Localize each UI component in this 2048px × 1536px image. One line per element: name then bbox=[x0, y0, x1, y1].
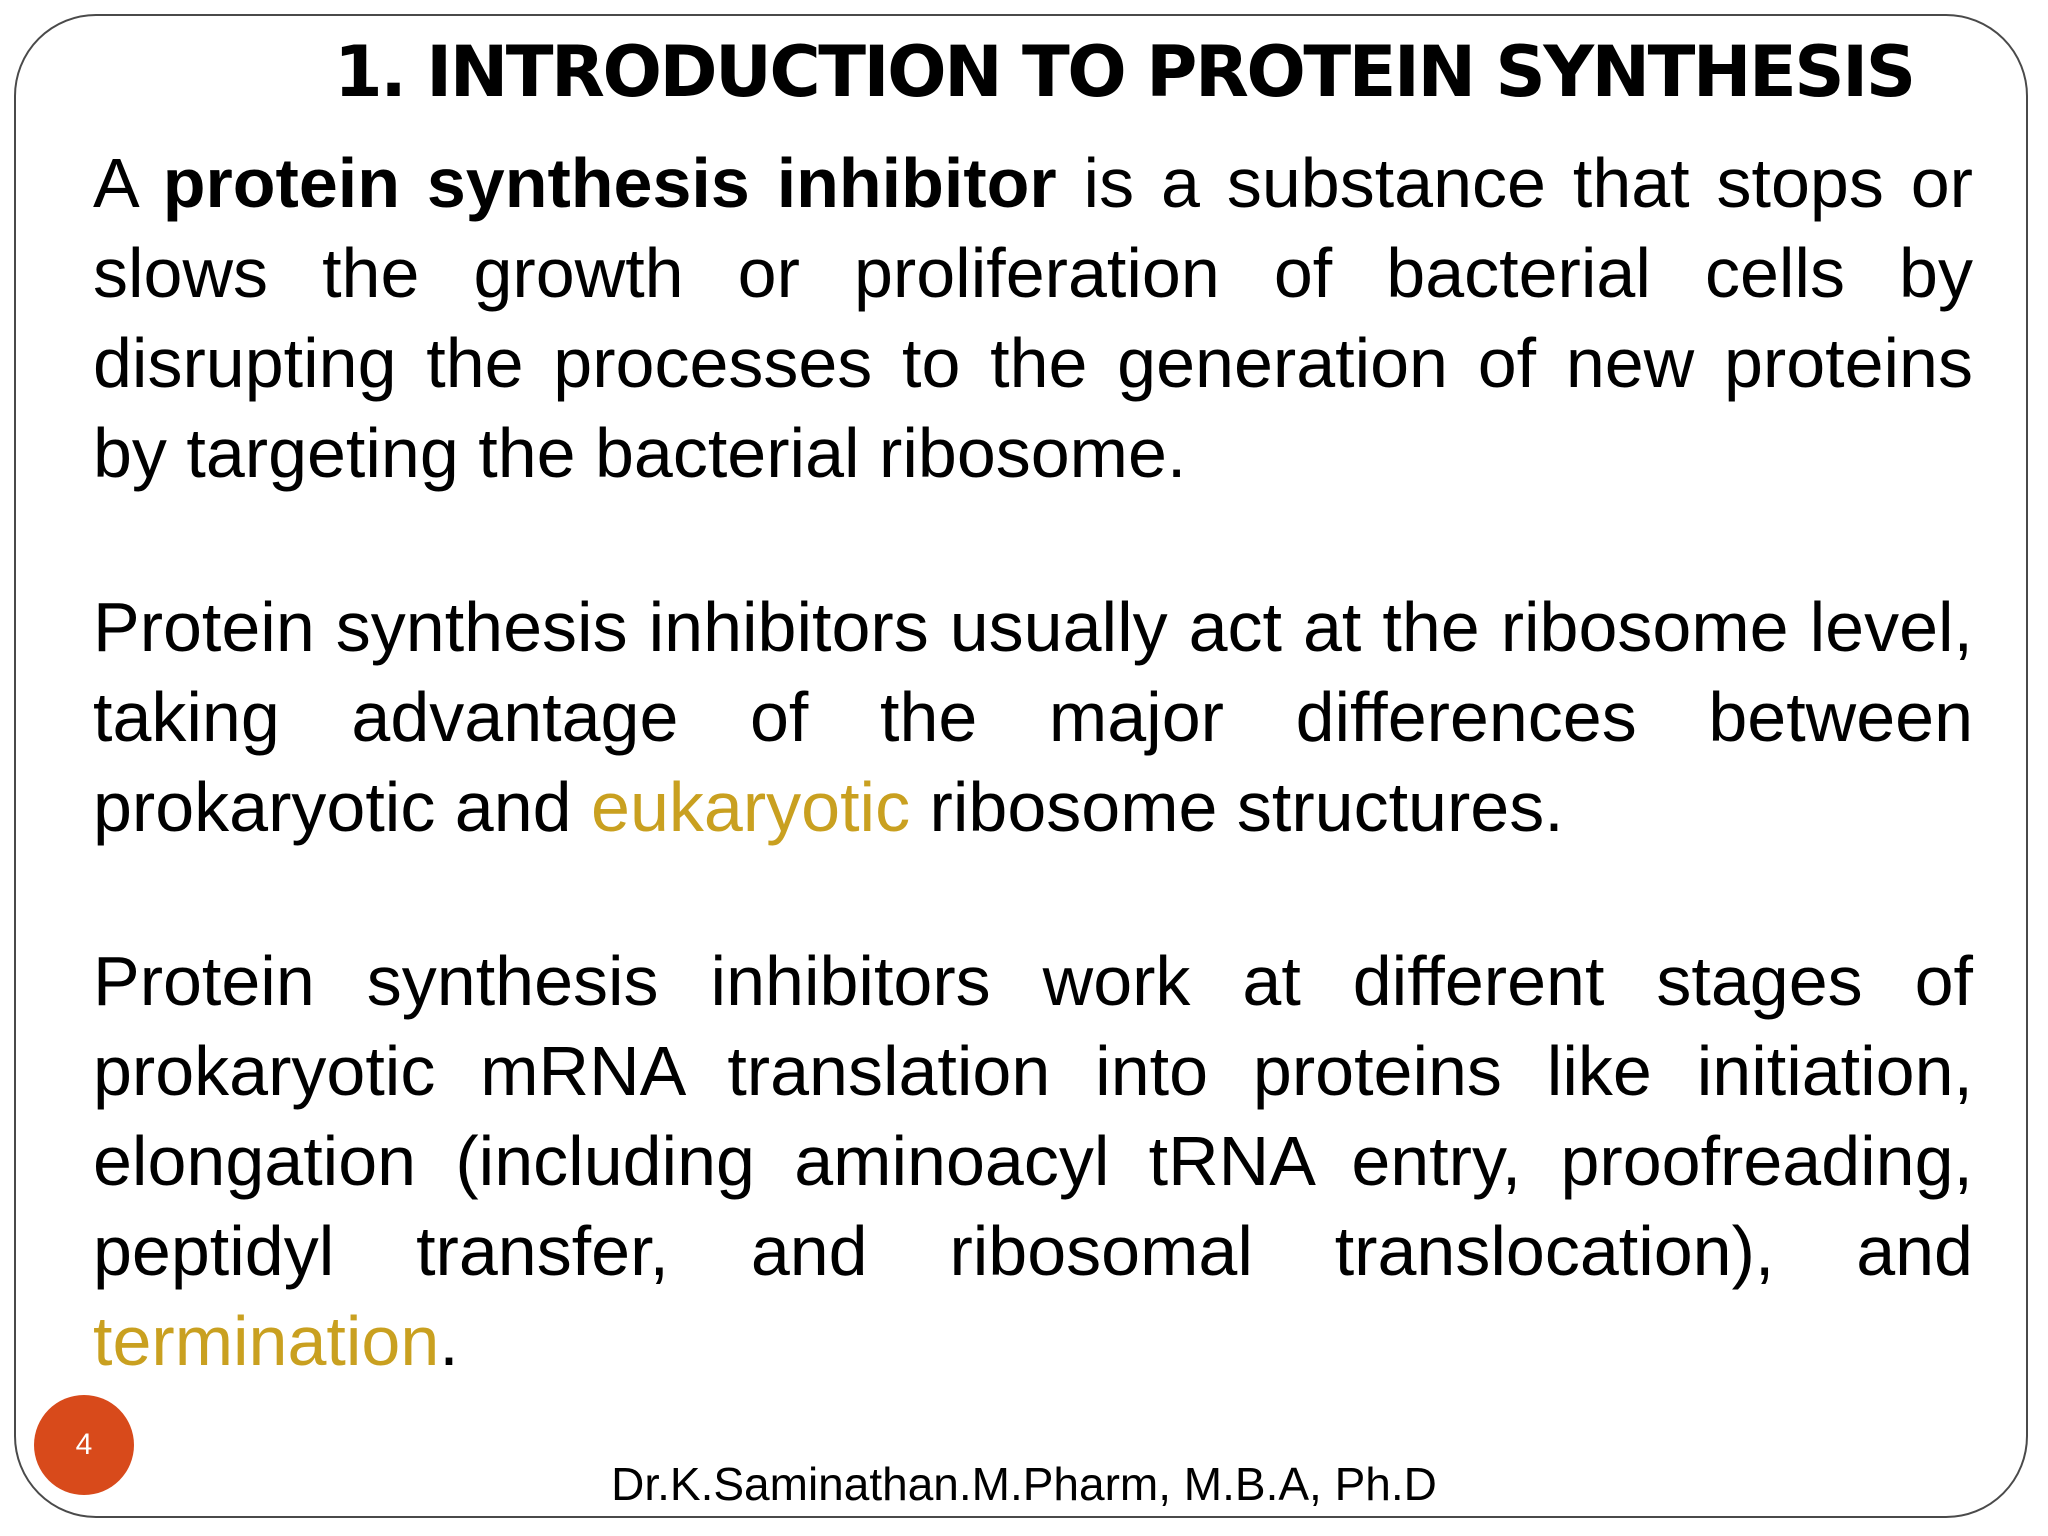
paragraph1-lead: A bbox=[93, 144, 163, 222]
definition-paragraph bbox=[93, 138, 1973, 498]
highlight-termination: termination bbox=[93, 1302, 440, 1380]
paragraph3-text-after: . bbox=[439, 1302, 459, 1380]
highlight-eukaryotic: eukaryotic bbox=[591, 768, 911, 846]
slide-title: 1. INTRODUCTION TO PROTEIN SYNTHESIS bbox=[334, 31, 1914, 113]
paragraph2-text-before: Protein synthesis inhibitors usually act at the ribosome level, taking advantage of the major differences between prokaryotic and bbox=[93, 588, 1973, 846]
paragraph3-text-before: Protein synthesis inhibitors work at different stages of prokaryotic mRNA translation into proteins like initiation, elongation (including aminoacyl tRNA entry, proofreading, peptidyl transfer, and ribosomal translocation), and bbox=[93, 942, 1973, 1290]
ribosome-level-paragraph bbox=[93, 582, 1973, 852]
author-footer: Dr.K.Saminathan.M.Pharm, M.B.A, Ph.D bbox=[611, 1458, 1437, 1510]
page-number: 4 bbox=[75, 1428, 93, 1461]
paragraph1-rest: is a substance that stops or slows the growth or proliferation of bacterial cells by disrupting the processes to the generation of new proteins by targeting the bacterial ribosome. bbox=[93, 144, 1973, 492]
translation-stages-paragraph bbox=[93, 936, 1973, 1386]
key-term: protein synthesis inhibitor bbox=[162, 144, 1057, 222]
paragraph2-text-after: ribosome structures. bbox=[910, 768, 1564, 846]
